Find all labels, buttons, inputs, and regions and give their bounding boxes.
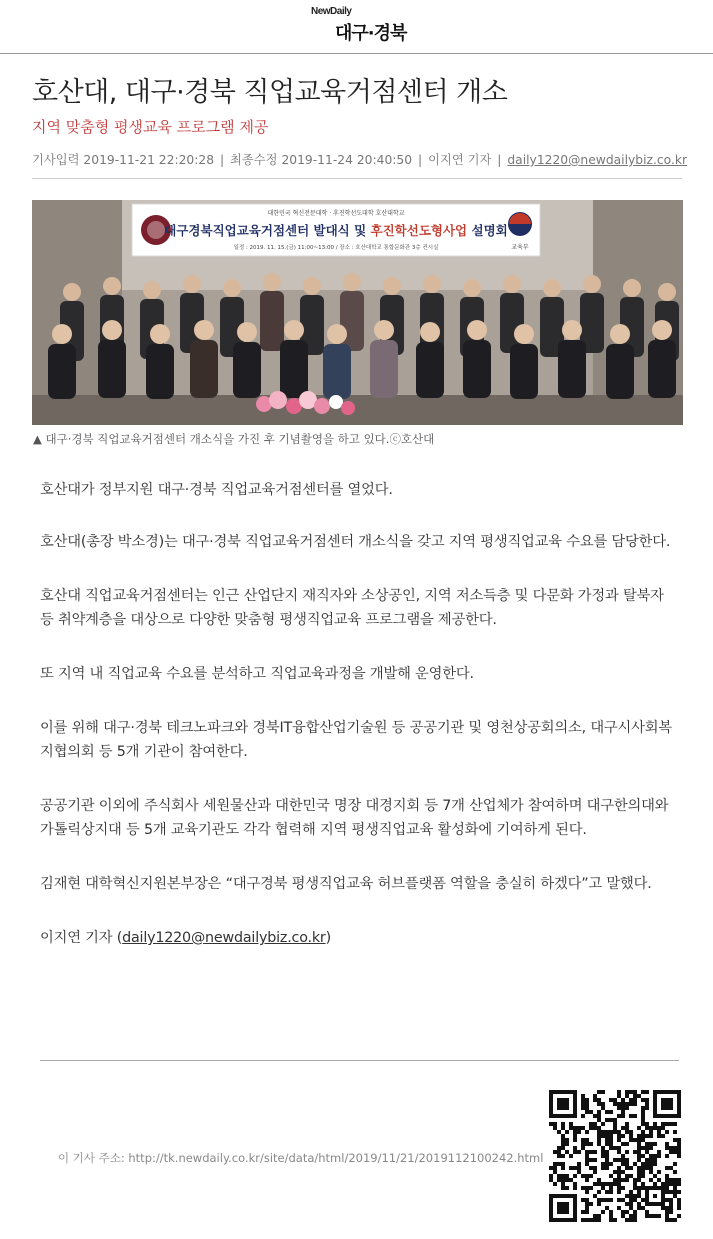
- paragraph: 이를 위해 대구·경북 테크노파크와 경북IT융합산업기술원 등 공공기관 및 영천상공회의소, 대구시사회복지협의회 등 5개 기관이 참여한다.: [40, 720, 672, 760]
- signature-close: ): [325, 930, 331, 946]
- reporter-name: 이지연 기자: [428, 153, 492, 167]
- photo-caption: ▲ 대구·경북 직업교육거점센터 개소식을 가진 후 기념촬영을 하고 있다.ⓒ호산대: [33, 432, 435, 446]
- modified-time: 최종수정 2019-11-24 20:40:50: [230, 153, 413, 167]
- reporter-email-link[interactable]: daily1220@newdailybiz.co.kr: [507, 153, 688, 167]
- banner-title: [164, 223, 507, 238]
- paragraph: 호산대(총장 박소경)는 대구·경북 직업교육거점센터 개소식을 갖고 지역 평생직업교육 수요를 담당한다.: [40, 534, 671, 550]
- published-time: 기사입력 2019-11-21 22:20:28: [32, 153, 215, 167]
- banner-info: 일정 : 2019. 11. 15.(금) 11:00~13:00 / 장소 : 호산대학교 통합문화관 3층 컨시실: [233, 245, 439, 251]
- paragraph: 공공기관 이외에 주식회사 세원물산과 대한민국 명장 대경지회 등 7개 산업체가 참여하며 대구한의대와 가톨릭상지대 등 5개 교육기관도 각각 협력해 지역 평생직업교육 활성화에 기여하게 된다.: [40, 798, 669, 838]
- logo-brand-top: NewDaily: [311, 6, 352, 17]
- article-byline: [32, 150, 687, 168]
- banner-small-text: 대한민국 혁신전문대학 · 후진학선도대학 호산대학교: [267, 210, 405, 217]
- logo-brand-main: 대구·경북: [335, 23, 407, 44]
- byline-separator: |: [497, 153, 502, 167]
- byline-separator: |: [219, 153, 225, 167]
- group-photo-illustration: [32, 200, 683, 425]
- divider: [32, 178, 682, 179]
- qr-code: [549, 1090, 681, 1222]
- masthead: [0, 0, 713, 54]
- paragraph: 호산대가 정부지원 대구·경북 직업교육거점센터를 열었다.: [40, 482, 393, 498]
- article-title: 호산대, 대구·경북 직업교육거점센터 개소: [32, 77, 508, 108]
- banner-title-end: 설명회: [471, 223, 508, 238]
- site-logo[interactable]: [308, 6, 418, 46]
- article-url: 이 기사 주소: http://tk.newdaily.co.kr/site/data/html/2019/11/21/2019112100242.html: [58, 1151, 544, 1165]
- article-body: [40, 478, 680, 980]
- article-photo: [32, 200, 683, 425]
- banner-title-main: 대구경북직업교육거점센터 발대식 및: [164, 223, 367, 238]
- signature-name: 이지연 기자 (: [40, 930, 123, 946]
- divider: [40, 1060, 679, 1061]
- ministry-label: 교육부: [511, 244, 529, 251]
- paragraph: 호산대 직업교육거점센터는 인근 산업단지 재직자와 소상공인, 지역 저소득층 및 다문화 가정과 탈북자 등 취약계층을 대상으로 다양한 맞춤형 평생직업교육 프로그램을 제공한다.: [40, 588, 664, 628]
- banner-title-red: 후진학선도형사업: [370, 223, 468, 238]
- byline-separator: |: [417, 153, 423, 167]
- reporter-signature: [40, 926, 680, 950]
- paragraph: 김재현 대학혁신지원본부장은 “대구경북 평생직업교육 허브플랫폼 역할을 충실히 하겠다”고 말했다.: [40, 876, 652, 892]
- paragraph: 또 지역 내 직업교육 수요를 분석하고 직업교육과정을 개발해 운영한다.: [40, 666, 474, 682]
- signature-email-link[interactable]: daily1220@newdailybiz.co.kr: [122, 930, 326, 946]
- article-subtitle: 지역 맞춤형 평생교육 프로그램 제공: [32, 118, 269, 136]
